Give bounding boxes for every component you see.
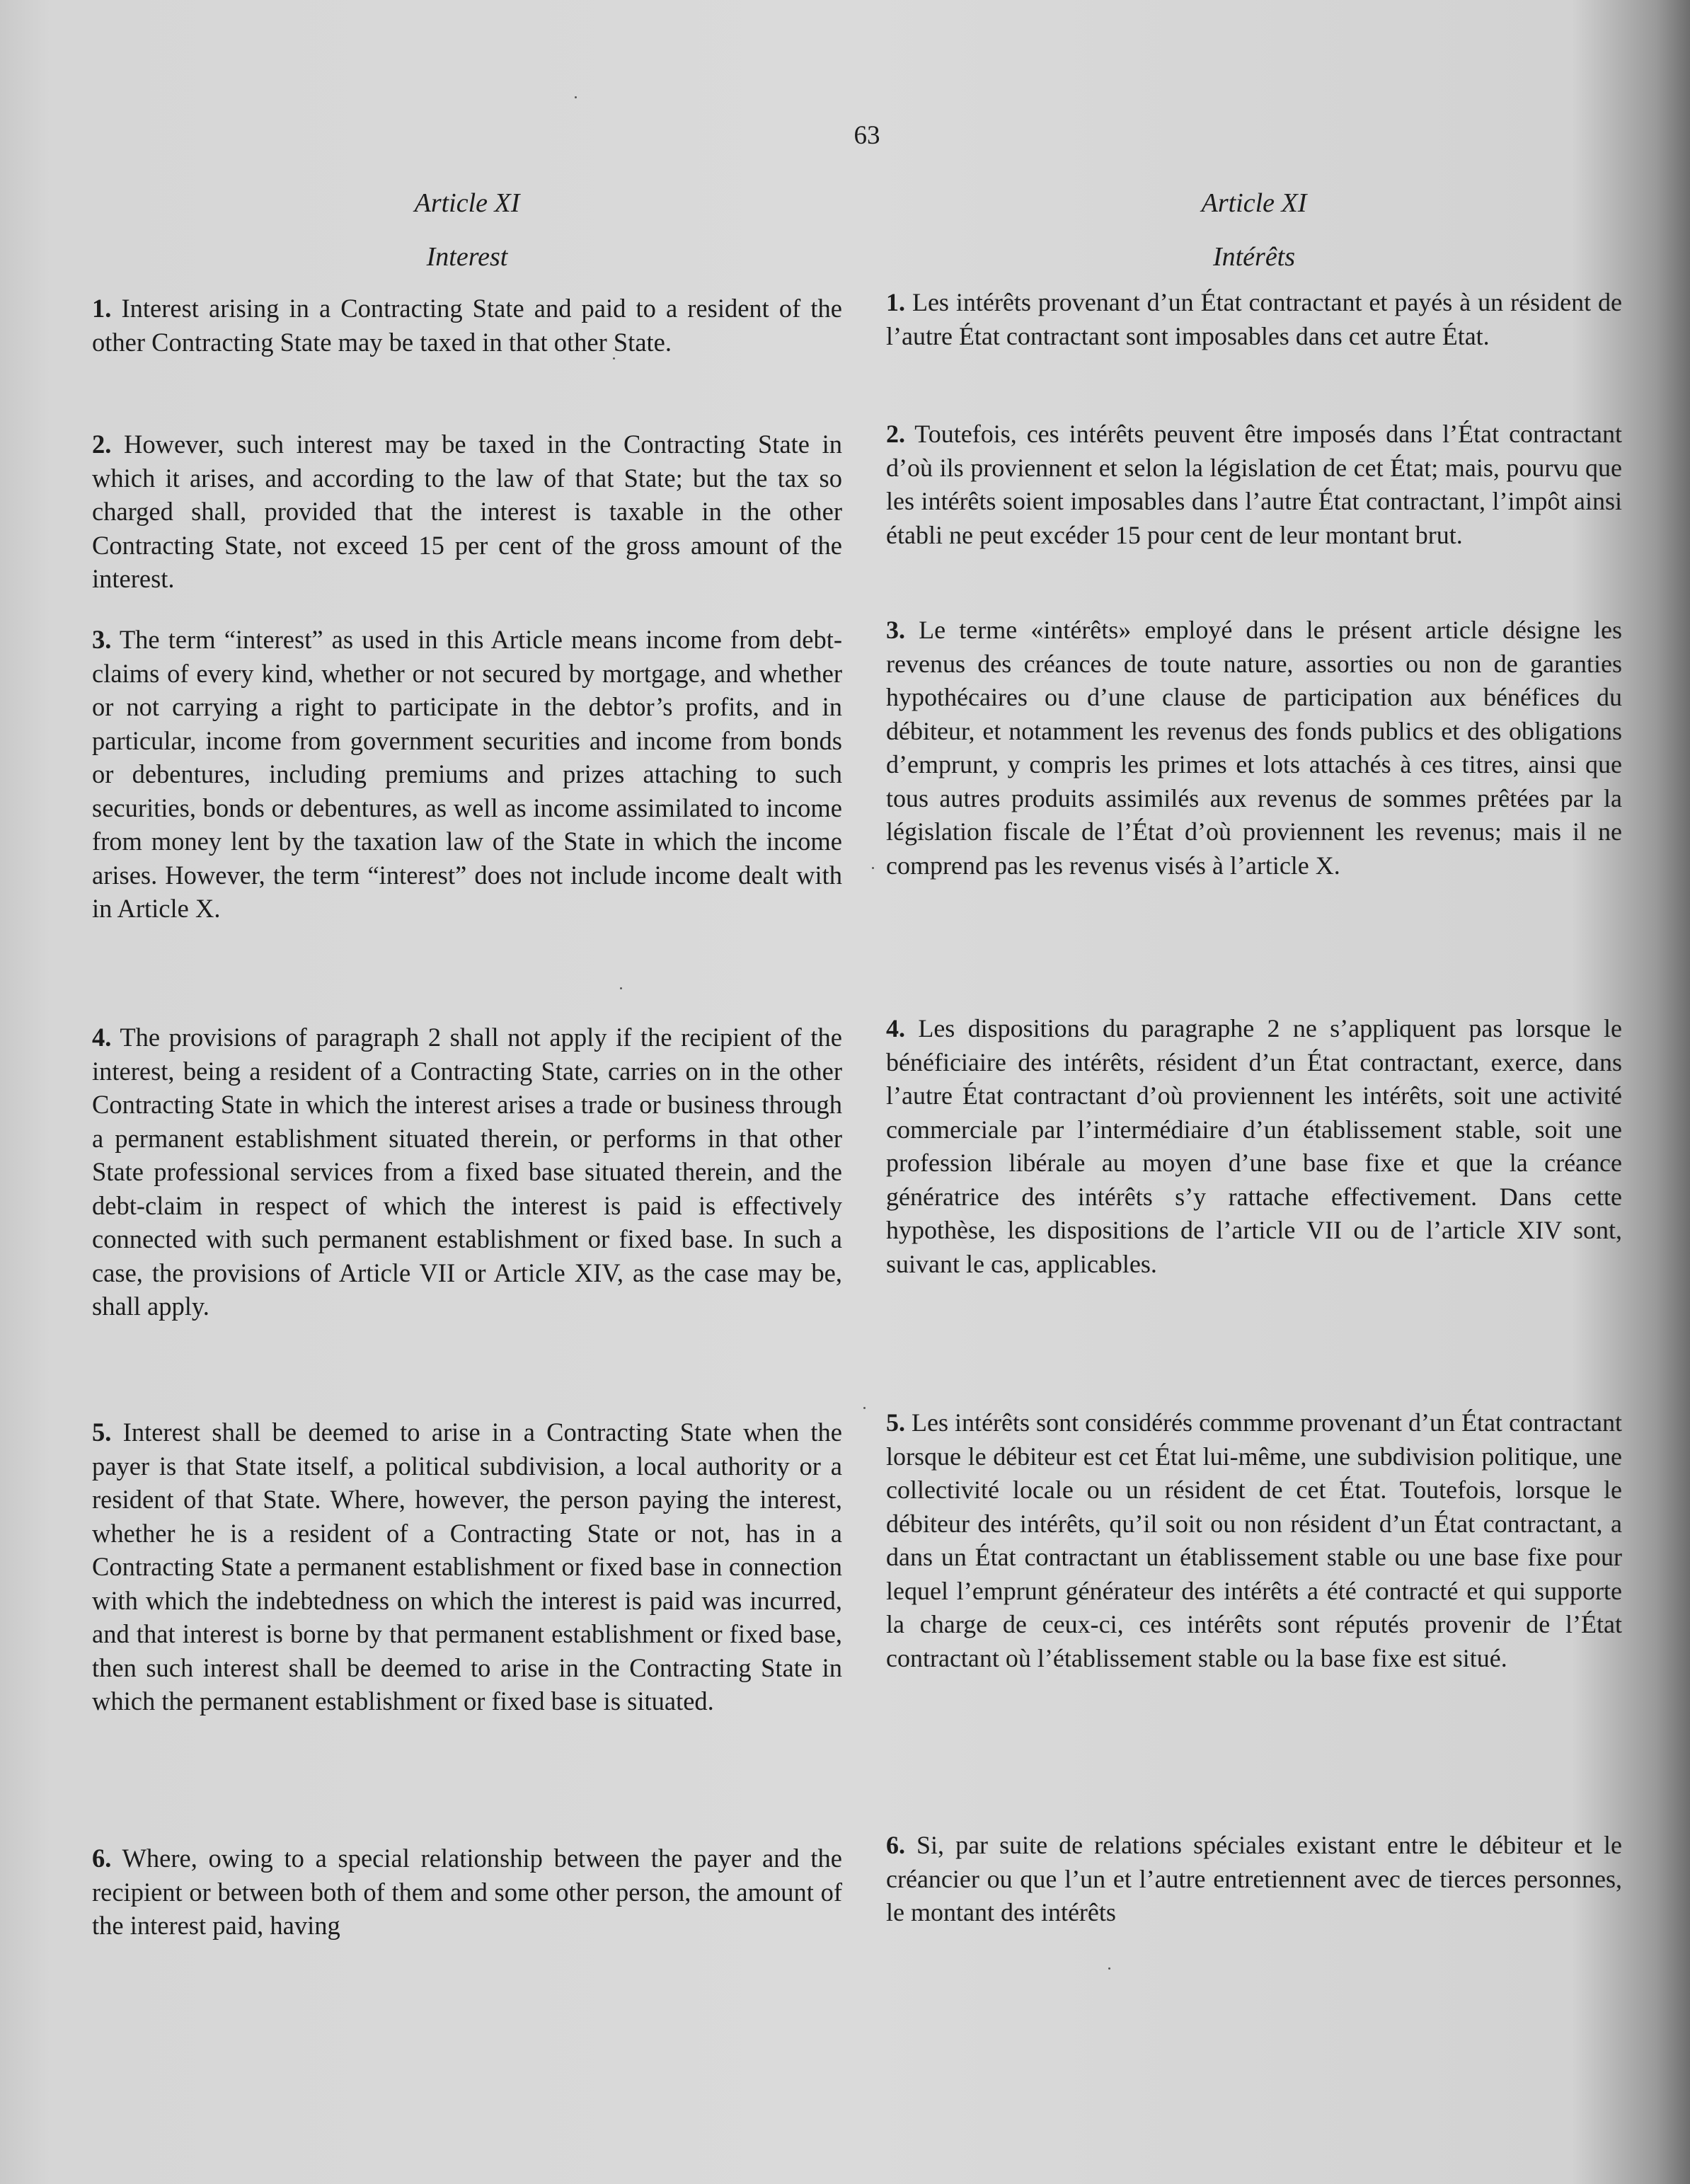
paragraph-number: 5.	[92, 1418, 112, 1447]
paragraph-5	[92, 1415, 842, 1718]
paragraph-4	[886, 1012, 1622, 1281]
paragraph-number: 1.	[886, 288, 905, 316]
paragraph-text: Le terme «intérêts» employé dans le présent article désigne les revenus des créances de toute nature, assorties ou non de garanties hypothécaires ou d’une clause de participation aux bénéfices du débiteur, et notamment les revenus des fonds publics et des obligations d’emprunt, y compris les primes et lots attachés à ces titres, ainsi que tous autres produits assimilés aux revenus de sommes prêtées par la législation fiscale de l’État d’où proviennent les revenus; mais il ne comprend pas les revenus visés à l’article X.	[886, 616, 1623, 880]
paragraph-text: Les intérêts sont considérés commme provenant d’un État contractant lorsque le débiteur est cet État lui-même, une subdivision politique, une collectivité locale ou un résident de cet État. Toutefois, lorsque le débiteur des intérêts, qu’il soit ou non résident d’un État contractant, a dans un État contractant un établissement stable ou une base fixe pour lequel l’emprunt générateur des intérêts a été contracté et qui supporte la charge de ceux-ci, ces intérêts sont réputés provenir de l’État contractant où l’établissement stable ou la base fixe est situé.	[886, 1408, 1623, 1672]
paragraph-text: Si, par suite de relations spéciales existant entre le débiteur et le créancier ou que l’un et l’autre entretiennent avec de tierces personnes, le montant des intérêts	[886, 1831, 1623, 1926]
paragraph-text: Les dispositions du paragraphe 2 ne s’appliquent pas lorsque le bénéficiaire des intérêts, résident d’un État contractant, exerce, dans l’autre État contractant d’où proviennent les intérêts, soit une activité commerciale par l’intermédiaire d’un établissement stable, soit une profession libérale au moyen d’une base fixe et que la créance génératrice des intérêts s’y rattache effectivement. Dans cette hypothèse, les dispositions de l’article VII ou de l’article XIV sont, suivant le cas, applicables.	[886, 1014, 1623, 1278]
paragraph-number: 2.	[92, 430, 112, 459]
article-title: Article XI	[414, 188, 520, 218]
paragraph-2	[886, 418, 1622, 552]
paragraph-6	[886, 1829, 1622, 1930]
paragraph-text: Where, owing to a special relationship between the payer and the recipient or between both of them and some other person, the amount of the interest paid, having	[92, 1844, 842, 1940]
paragraph-number: 6.	[92, 1844, 112, 1873]
paragraph-text: Les intérêts provenant d’un État contractant et payés à un résident de l’autre État contractant sont imposables dans cet autre État.	[886, 288, 1622, 350]
speck	[613, 357, 615, 360]
paragraph-1	[886, 286, 1622, 353]
paragraph-4	[92, 1021, 842, 1323]
paragraph-number: 1.	[92, 294, 112, 323]
french-column	[886, 185, 1623, 1926]
speck	[575, 96, 577, 98]
article-subtitle: Interest	[426, 242, 508, 272]
paragraph-number: 4.	[886, 1014, 905, 1042]
paragraph-text: The provisions of paragraph 2 shall not apply if the recipient of the interest, being a resident of a Contracting State, carries on in the other Contracting State in which the interest arises a trade or business through a permanent establishment situated therein, or performs in that other State professional services from a fixed base situated therein, and the debt-claim in respect of which the interest is paid is effectively connected with such permanent establishment or fixed base. In such a case, the provisions of Article VII or Article XIV, as the case may be, shall apply.	[92, 1023, 843, 1321]
article-title: Article XI	[1201, 188, 1307, 218]
paragraph-text: Interest arising in a Contracting State and paid to a resident of the other Contracting State may be taxed in that other State.	[92, 294, 843, 357]
speck	[620, 987, 622, 989]
paragraph-5	[886, 1406, 1622, 1675]
speck	[1108, 1967, 1110, 1970]
paragraph-3	[886, 614, 1622, 883]
paragraph-number: 6.	[886, 1831, 905, 1859]
paragraph-number: 2.	[886, 420, 905, 448]
paragraph-3	[92, 623, 842, 926]
paragraph-number: 4.	[92, 1023, 112, 1052]
paragraph-number: 3.	[886, 616, 905, 644]
paragraph-text: Interest shall be deemed to arise in a Contracting State when the payer is that State itself, a political subdivision, a local authority or a resident of that State. Where, however, the person paying the interest, whether he is a resident of a Contracting State or not, has in a Contracting State a permanent establishment or fixed base in connection with which the indebtedness on which the interest is paid was incurred, and that interest is borne by that permanent establishment or fixed base, then such interest shall be deemed to arise in the Contracting State in which the permanent establishment or fixed base is situated.	[92, 1418, 843, 1715]
speck	[872, 867, 874, 869]
paragraph-text: However, such interest may be taxed in the Contracting State in which it arises, and according to the law of that State; but the tax so charged shall, provided that the interest is taxable in the other Contracting State, not exceed 15 per cent of the gross amount of the interest.	[92, 430, 842, 593]
paragraph-number: 3.	[92, 625, 112, 654]
paragraph-number: 5.	[886, 1408, 905, 1437]
paragraph-text: The term “interest” as used in this Article means income from debt-claims of every kind, whether or not secured by mortgage, and whether or not carrying a right to participate in the debtor’s profits, and in particular, income from government securities and income from bonds or debentures, including premiums and prizes attaching to such securities, bonds or debentures, as well as income assimilated to income from money lent by the taxation law of the State in which the income arises. However, the term “interest” does not include income dealt with in Article X.	[92, 625, 842, 923]
english-column	[92, 185, 843, 1940]
paragraph-text: Toutefois, ces intérêts peuvent être imposés dans l’État contractant d’où ils proviennent et selon la législation de cet État; mais, pourvu que les intérêts soient imposables dans l’autre État contractant, l’impôt ainsi établi ne peut excéder 15 pour cent de leur montant brut.	[886, 420, 1622, 549]
page-number: 63	[853, 121, 880, 150]
article-subtitle: Intérêts	[1212, 242, 1296, 272]
speck	[863, 1407, 866, 1409]
paragraph-6	[92, 1841, 842, 1943]
paragraph-1	[92, 292, 842, 359]
paragraph-2	[92, 427, 842, 596]
